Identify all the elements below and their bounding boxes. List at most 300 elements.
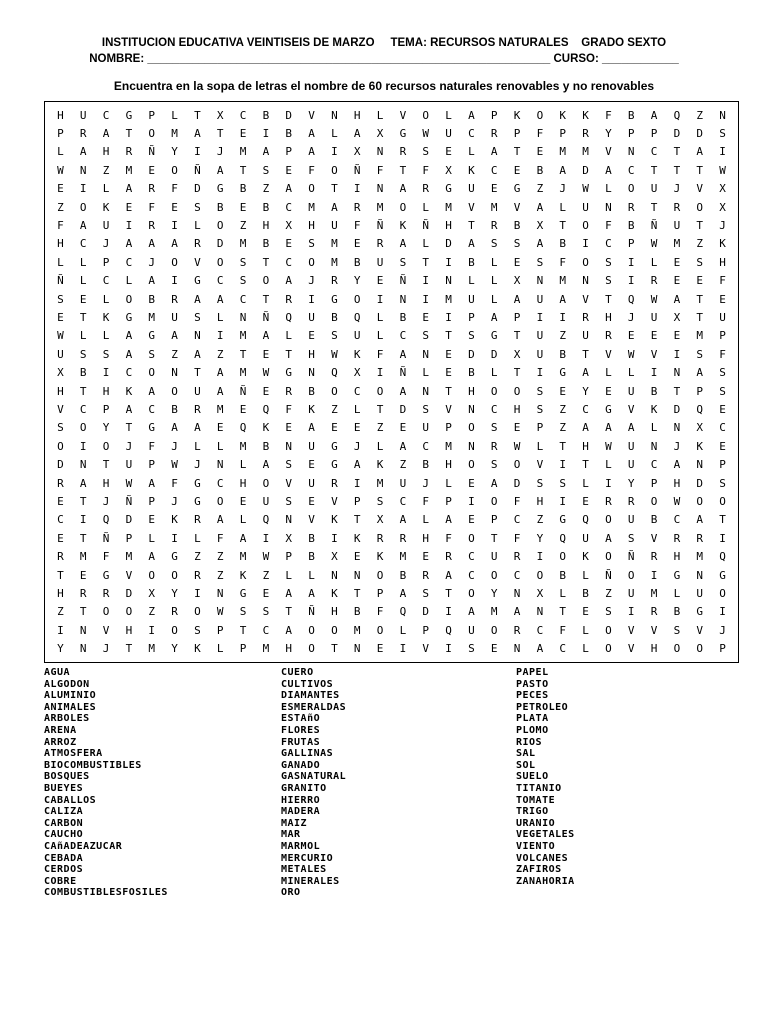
grid-letter[interactable]: O xyxy=(490,568,498,582)
grid-letter[interactable]: Z xyxy=(239,219,247,233)
grid-letter[interactable]: G xyxy=(102,568,110,582)
grid-letter[interactable]: B xyxy=(308,550,315,564)
grid-letter[interactable]: A xyxy=(605,421,612,435)
grid-letter[interactable]: A xyxy=(513,292,521,306)
grid-letter[interactable]: E xyxy=(719,439,726,453)
grid-letter[interactable]: Y xyxy=(627,476,635,490)
grid-letter[interactable]: A xyxy=(79,145,87,159)
grid-letter[interactable]: A xyxy=(194,127,201,141)
grid-letter[interactable]: V xyxy=(422,642,430,656)
grid-letter[interactable]: C xyxy=(399,329,407,343)
grid-letter[interactable]: G xyxy=(719,568,726,582)
grid-letter[interactable]: C xyxy=(125,255,133,269)
grid-letter[interactable]: E xyxy=(422,311,430,325)
grid-letter[interactable]: P xyxy=(102,403,110,417)
grid-letter[interactable]: L xyxy=(353,403,361,417)
grid-letter[interactable]: A xyxy=(148,274,156,288)
grid-letter[interactable]: H xyxy=(102,384,110,398)
grid-letter[interactable]: R xyxy=(148,182,156,196)
grid-letter[interactable]: D xyxy=(490,347,498,361)
grid-letter[interactable]: E xyxy=(627,329,635,343)
grid-letter[interactable]: M xyxy=(353,623,361,637)
grid-letter[interactable]: R xyxy=(331,274,338,288)
grid-letter[interactable]: N xyxy=(171,366,178,380)
grid-letter[interactable]: W xyxy=(650,237,658,251)
grid-letter[interactable]: L xyxy=(490,274,498,288)
grid-letter[interactable]: R xyxy=(376,531,384,545)
grid-letter[interactable]: M xyxy=(148,311,156,325)
grid-letter[interactable]: C xyxy=(468,127,475,141)
grid-letter[interactable]: M xyxy=(79,550,87,564)
grid-letter[interactable]: K xyxy=(559,108,567,122)
grid-letter[interactable]: N xyxy=(353,642,361,656)
grid-letter[interactable]: N xyxy=(194,329,201,343)
grid-letter[interactable]: U xyxy=(57,347,64,361)
grid-letter[interactable]: P xyxy=(627,127,635,141)
grid-letter[interactable]: X xyxy=(696,421,704,435)
grid-letter[interactable]: B xyxy=(353,255,361,269)
grid-letter[interactable]: N xyxy=(331,108,338,122)
grid-letter[interactable]: P xyxy=(148,495,156,509)
grid-letter[interactable]: O xyxy=(262,476,270,490)
grid-letter[interactable]: N xyxy=(285,513,293,527)
grid-letter[interactable]: F xyxy=(171,476,178,490)
grid-letter[interactable]: V xyxy=(513,200,521,214)
grid-letter[interactable]: V xyxy=(331,495,338,509)
grid-letter[interactable]: U xyxy=(650,311,658,325)
grid-letter[interactable]: Ñ xyxy=(262,311,270,325)
grid-letter[interactable]: L xyxy=(559,587,567,601)
grid-letter[interactable]: P xyxy=(536,421,544,435)
grid-letter[interactable]: R xyxy=(490,127,498,141)
grid-letter[interactable]: O xyxy=(468,421,475,435)
grid-letter[interactable]: R xyxy=(513,550,521,564)
grid-letter[interactable]: A xyxy=(171,237,178,251)
grid-letter[interactable]: V xyxy=(102,623,110,637)
grid-letter[interactable]: L xyxy=(102,329,110,343)
grid-letter[interactable]: T xyxy=(79,311,87,325)
grid-letter[interactable]: V xyxy=(399,108,407,122)
grid-letter[interactable]: I xyxy=(627,605,635,619)
grid-letter[interactable]: P xyxy=(445,495,452,509)
grid-letter[interactable]: T xyxy=(513,366,521,380)
grid-letter[interactable]: G xyxy=(194,495,201,509)
grid-letter[interactable]: O xyxy=(696,200,704,214)
grid-letter[interactable]: M xyxy=(490,200,498,214)
grid-letter[interactable]: E xyxy=(582,605,589,619)
grid-letter[interactable]: B xyxy=(79,366,87,380)
grid-letter[interactable]: A xyxy=(536,237,544,251)
grid-letter[interactable]: E xyxy=(559,384,567,398)
grid-letter[interactable]: P xyxy=(422,623,430,637)
grid-letter[interactable]: R xyxy=(627,200,635,214)
grid-letter[interactable]: B xyxy=(536,163,544,177)
grid-letter[interactable]: B xyxy=(285,127,293,141)
grid-letter[interactable]: U xyxy=(650,182,658,196)
grid-letter[interactable]: C xyxy=(536,623,544,637)
grid-letter[interactable]: P xyxy=(125,531,133,545)
grid-letter[interactable]: I xyxy=(57,623,64,637)
grid-letter[interactable]: L xyxy=(468,274,475,288)
grid-letter[interactable]: E xyxy=(148,163,156,177)
grid-letter[interactable]: Ñ xyxy=(422,219,430,233)
grid-letter[interactable]: Ñ xyxy=(125,495,133,509)
grid-letter[interactable]: P xyxy=(696,384,704,398)
grid-letter[interactable]: A xyxy=(125,347,133,361)
grid-letter[interactable]: J xyxy=(102,237,110,251)
grid-letter[interactable]: B xyxy=(650,384,658,398)
grid-letter[interactable]: O xyxy=(536,108,544,122)
grid-letter[interactable]: J xyxy=(102,495,110,509)
grid-letter[interactable]: Z xyxy=(102,163,110,177)
grid-letter[interactable]: T xyxy=(650,163,658,177)
grid-letter[interactable]: A xyxy=(559,163,567,177)
grid-letter[interactable]: S xyxy=(422,403,430,417)
grid-letter[interactable]: F xyxy=(171,182,178,196)
grid-letter[interactable]: C xyxy=(79,237,87,251)
grid-letter[interactable]: I xyxy=(468,495,475,509)
grid-letter[interactable]: O xyxy=(57,439,64,453)
grid-letter[interactable]: Z xyxy=(559,403,567,417)
grid-letter[interactable]: E xyxy=(216,421,224,435)
grid-letter[interactable]: A xyxy=(399,513,407,527)
grid-letter[interactable]: O xyxy=(559,550,567,564)
grid-letter[interactable]: I xyxy=(308,292,315,306)
grid-letter[interactable]: A xyxy=(308,421,315,435)
grid-letter[interactable]: R xyxy=(696,531,704,545)
grid-letter[interactable]: P xyxy=(353,495,361,509)
grid-letter[interactable]: L xyxy=(57,145,64,159)
grid-letter[interactable]: L xyxy=(445,476,452,490)
grid-letter[interactable]: Z xyxy=(605,587,612,601)
grid-letter[interactable]: R xyxy=(171,605,178,619)
grid-letter[interactable]: F xyxy=(148,200,156,214)
grid-letter[interactable]: E xyxy=(331,421,338,435)
grid-letter[interactable]: R xyxy=(650,274,658,288)
grid-letter[interactable]: Ñ xyxy=(239,384,247,398)
grid-letter[interactable]: H xyxy=(513,403,521,417)
grid-letter[interactable]: K xyxy=(582,550,589,564)
grid-letter[interactable]: H xyxy=(331,605,338,619)
grid-letter[interactable]: M xyxy=(239,145,247,159)
grid-letter[interactable]: T xyxy=(490,531,498,545)
grid-letter[interactable]: Ñ xyxy=(57,274,64,288)
grid-letter[interactable]: O xyxy=(331,163,338,177)
grid-letter[interactable]: I xyxy=(125,219,133,233)
grid-letter[interactable]: O xyxy=(194,605,201,619)
grid-letter[interactable]: O xyxy=(376,568,384,582)
grid-letter[interactable]: I xyxy=(399,642,407,656)
grid-letter[interactable]: R xyxy=(194,513,201,527)
grid-letter[interactable]: R xyxy=(125,145,133,159)
grid-letter[interactable]: A xyxy=(194,421,201,435)
grid-letter[interactable]: N xyxy=(536,605,544,619)
grid-letter[interactable]: A xyxy=(262,145,270,159)
grid-letter[interactable]: D xyxy=(57,458,64,472)
grid-letter[interactable]: L xyxy=(285,329,293,343)
grid-letter[interactable]: E xyxy=(353,550,361,564)
grid-letter[interactable]: J xyxy=(673,182,681,196)
grid-letter[interactable]: A xyxy=(148,384,156,398)
grid-letter[interactable]: N xyxy=(696,568,704,582)
grid-letter[interactable]: K xyxy=(194,642,201,656)
grid-letter[interactable]: S xyxy=(490,237,498,251)
grid-letter[interactable]: F xyxy=(719,347,726,361)
grid-letter[interactable]: I xyxy=(719,145,726,159)
grid-letter[interactable]: O xyxy=(468,587,475,601)
grid-letter[interactable]: Z xyxy=(148,605,156,619)
grid-letter[interactable]: J xyxy=(171,495,178,509)
grid-letter[interactable]: P xyxy=(148,108,156,122)
grid-letter[interactable]: M xyxy=(239,550,247,564)
grid-letter[interactable]: E xyxy=(376,642,384,656)
grid-letter[interactable]: O xyxy=(171,623,178,637)
grid-letter[interactable]: O xyxy=(627,568,635,582)
grid-letter[interactable]: C xyxy=(239,292,247,306)
grid-letter[interactable]: M xyxy=(650,587,658,601)
grid-letter[interactable]: L xyxy=(148,531,156,545)
grid-letter[interactable]: P xyxy=(650,127,658,141)
grid-letter[interactable]: P xyxy=(102,255,110,269)
grid-letter[interactable]: U xyxy=(627,587,635,601)
grid-letter[interactable]: L xyxy=(331,127,338,141)
grid-letter[interactable]: L xyxy=(308,568,315,582)
grid-letter[interactable]: S xyxy=(262,605,270,619)
grid-letter[interactable]: H xyxy=(468,384,475,398)
grid-letter[interactable]: U xyxy=(468,623,475,637)
grid-letter[interactable]: A xyxy=(216,384,224,398)
grid-letter[interactable]: Z xyxy=(216,550,224,564)
grid-letter[interactable]: F xyxy=(422,163,430,177)
grid-letter[interactable]: N xyxy=(719,108,726,122)
grid-letter[interactable]: O xyxy=(308,623,315,637)
grid-letter[interactable]: A xyxy=(285,587,293,601)
grid-letter[interactable]: A xyxy=(559,292,567,306)
grid-letter[interactable]: U xyxy=(627,384,635,398)
grid-letter[interactable]: I xyxy=(376,292,384,306)
grid-letter[interactable]: I xyxy=(445,311,452,325)
grid-letter[interactable]: A xyxy=(148,550,156,564)
grid-letter[interactable]: P xyxy=(376,587,384,601)
grid-letter[interactable]: A xyxy=(125,329,133,343)
grid-letter[interactable]: U xyxy=(353,329,361,343)
grid-letter[interactable]: W xyxy=(216,605,224,619)
grid-letter[interactable]: N xyxy=(673,366,681,380)
grid-letter[interactable]: E xyxy=(696,274,704,288)
grid-letter[interactable]: F xyxy=(605,108,612,122)
grid-letter[interactable]: B xyxy=(331,311,338,325)
grid-letter[interactable]: E xyxy=(79,292,87,306)
grid-letter[interactable]: F xyxy=(376,347,384,361)
grid-letter[interactable]: G xyxy=(331,458,338,472)
grid-letter[interactable]: L xyxy=(239,513,247,527)
grid-letter[interactable]: R xyxy=(650,550,658,564)
grid-letter[interactable]: X xyxy=(673,311,681,325)
grid-letter[interactable]: A xyxy=(582,421,589,435)
grid-letter[interactable]: N xyxy=(79,642,87,656)
grid-letter[interactable]: U xyxy=(194,384,201,398)
grid-letter[interactable]: U xyxy=(79,108,87,122)
grid-letter[interactable]: P xyxy=(490,108,498,122)
grid-letter[interactable]: H xyxy=(605,311,612,325)
grid-letter[interactable]: A xyxy=(125,237,133,251)
grid-letter[interactable]: N xyxy=(376,145,384,159)
grid-letter[interactable]: L xyxy=(605,458,612,472)
grid-letter[interactable]: E xyxy=(673,274,681,288)
grid-letter[interactable]: O xyxy=(376,623,384,637)
grid-letter[interactable]: T xyxy=(422,255,430,269)
grid-letter[interactable]: I xyxy=(719,605,726,619)
grid-letter[interactable]: C xyxy=(719,421,726,435)
grid-letter[interactable]: I xyxy=(376,366,384,380)
grid-letter[interactable]: S xyxy=(605,274,612,288)
grid-letter[interactable]: Y xyxy=(490,587,498,601)
grid-letter[interactable]: C xyxy=(399,495,407,509)
grid-letter[interactable]: E xyxy=(285,163,293,177)
grid-letter[interactable]: O xyxy=(353,292,361,306)
grid-letter[interactable]: T xyxy=(376,403,384,417)
grid-letter[interactable]: Z xyxy=(696,237,704,251)
grid-letter[interactable]: F xyxy=(559,623,567,637)
grid-letter[interactable]: Z xyxy=(696,108,704,122)
grid-letter[interactable]: N xyxy=(513,587,521,601)
grid-letter[interactable]: Z xyxy=(262,182,270,196)
grid-letter[interactable]: M xyxy=(125,163,133,177)
grid-letter[interactable]: J xyxy=(194,458,201,472)
grid-letter[interactable]: E xyxy=(513,255,521,269)
grid-letter[interactable]: B xyxy=(399,311,407,325)
grid-letter[interactable]: K xyxy=(582,108,589,122)
grid-letter[interactable]: C xyxy=(673,513,681,527)
grid-letter[interactable]: W xyxy=(650,292,658,306)
grid-letter[interactable]: I xyxy=(445,642,452,656)
grid-letter[interactable]: E xyxy=(353,421,361,435)
grid-letter[interactable]: N xyxy=(399,292,407,306)
grid-letter[interactable]: L xyxy=(239,458,247,472)
grid-letter[interactable]: I xyxy=(262,531,270,545)
grid-letter[interactable]: B xyxy=(148,292,156,306)
grid-letter[interactable]: T xyxy=(673,163,681,177)
grid-letter[interactable]: T xyxy=(194,108,201,122)
grid-letter[interactable]: S xyxy=(536,476,544,490)
grid-letter[interactable]: B xyxy=(513,219,521,233)
grid-letter[interactable]: D xyxy=(696,127,704,141)
grid-letter[interactable]: W xyxy=(627,347,635,361)
grid-letter[interactable]: U xyxy=(376,255,384,269)
grid-letter[interactable]: Q xyxy=(262,513,270,527)
grid-letter[interactable]: A xyxy=(399,384,407,398)
grid-letter[interactable]: S xyxy=(468,329,475,343)
grid-letter[interactable]: C xyxy=(468,550,475,564)
grid-letter[interactable]: Q xyxy=(559,531,567,545)
grid-letter[interactable]: A xyxy=(216,366,224,380)
grid-letter[interactable]: C xyxy=(490,403,498,417)
grid-letter[interactable]: Ñ xyxy=(308,605,315,619)
grid-letter[interactable]: E xyxy=(353,237,361,251)
grid-letter[interactable]: T xyxy=(673,384,681,398)
grid-letter[interactable]: A xyxy=(79,219,87,233)
grid-letter[interactable]: F xyxy=(216,531,224,545)
grid-letter[interactable]: Z xyxy=(57,605,64,619)
grid-letter[interactable]: I xyxy=(719,531,726,545)
grid-letter[interactable]: C xyxy=(422,439,430,453)
grid-letter[interactable]: H xyxy=(673,476,681,490)
grid-letter[interactable]: X xyxy=(445,163,452,177)
grid-letter[interactable]: C xyxy=(650,458,658,472)
grid-letter[interactable]: A xyxy=(445,568,452,582)
grid-letter[interactable]: B xyxy=(262,439,270,453)
grid-letter[interactable]: T xyxy=(513,145,521,159)
grid-letter[interactable]: A xyxy=(468,237,475,251)
grid-letter[interactable]: M xyxy=(239,329,247,343)
grid-letter[interactable]: P xyxy=(285,550,293,564)
grid-letter[interactable]: Ñ xyxy=(194,163,201,177)
grid-letter[interactable]: H xyxy=(650,642,658,656)
grid-letter[interactable]: L xyxy=(285,568,293,582)
grid-letter[interactable]: T xyxy=(57,568,64,582)
grid-letter[interactable]: S xyxy=(308,237,315,251)
grid-letter[interactable]: Z xyxy=(559,421,567,435)
grid-letter[interactable]: L xyxy=(399,623,407,637)
grid-letter[interactable]: S xyxy=(57,292,64,306)
grid-letter[interactable]: G xyxy=(148,421,156,435)
grid-letter[interactable]: A xyxy=(148,237,156,251)
grid-letter[interactable]: A xyxy=(102,127,110,141)
grid-letter[interactable]: K xyxy=(331,513,338,527)
grid-letter[interactable]: N xyxy=(353,568,361,582)
grid-letter[interactable]: Ñ xyxy=(148,145,156,159)
grid-letter[interactable]: H xyxy=(285,642,293,656)
grid-letter[interactable]: N xyxy=(445,274,452,288)
grid-letter[interactable]: L xyxy=(582,568,589,582)
grid-letter[interactable]: I xyxy=(559,495,567,509)
grid-letter[interactable]: H xyxy=(445,458,452,472)
grid-letter[interactable]: E xyxy=(513,163,521,177)
grid-letter[interactable]: V xyxy=(308,108,315,122)
grid-letter[interactable]: L xyxy=(171,108,178,122)
grid-letter[interactable]: M xyxy=(673,237,681,251)
grid-letter[interactable]: C xyxy=(353,384,361,398)
grid-letter[interactable]: J xyxy=(719,219,726,233)
grid-letter[interactable]: A xyxy=(696,366,704,380)
grid-letter[interactable]: S xyxy=(194,311,201,325)
grid-letter[interactable]: X xyxy=(353,145,361,159)
grid-letter[interactable]: A xyxy=(696,513,704,527)
grid-letter[interactable]: I xyxy=(627,255,635,269)
grid-letter[interactable]: A xyxy=(308,145,315,159)
grid-letter[interactable]: L xyxy=(445,108,452,122)
grid-letter[interactable]: V xyxy=(285,476,293,490)
grid-letter[interactable]: R xyxy=(422,182,430,196)
grid-letter[interactable]: W xyxy=(262,366,270,380)
grid-letter[interactable]: S xyxy=(79,347,87,361)
grid-letter[interactable]: D xyxy=(673,403,681,417)
grid-letter[interactable]: G xyxy=(331,292,338,306)
grid-letter[interactable]: R xyxy=(582,127,589,141)
grid-letter[interactable]: E xyxy=(399,421,407,435)
grid-letter[interactable]: Ñ xyxy=(399,366,407,380)
grid-letter[interactable]: R xyxy=(102,587,110,601)
grid-letter[interactable]: A xyxy=(194,347,201,361)
grid-letter[interactable]: S xyxy=(239,255,247,269)
grid-letter[interactable]: Ñ xyxy=(353,163,361,177)
grid-letter[interactable]: W xyxy=(171,458,178,472)
grid-letter[interactable]: H xyxy=(57,237,64,251)
grid-letter[interactable]: T xyxy=(353,587,361,601)
grid-letter[interactable]: N xyxy=(605,200,612,214)
grid-letter[interactable]: U xyxy=(468,182,475,196)
grid-letter[interactable]: S xyxy=(468,642,475,656)
